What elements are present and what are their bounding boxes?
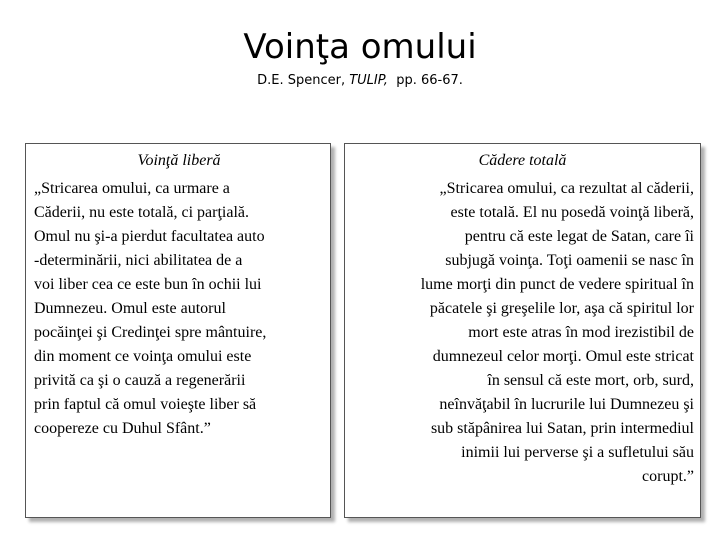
free-will-line: „Stricarea omului, ca urmare a bbox=[34, 180, 230, 197]
total-fall-line: lume morţi din punct de vedere spiritual în bbox=[420, 276, 694, 293]
free-will-line: din moment ce voinţa omului este bbox=[34, 348, 252, 365]
free-will-line: voi liber cea ce este bun în ochii lui bbox=[34, 276, 262, 293]
total-fall-line: „Stricarea omului, ca rezultat al căderii, bbox=[439, 180, 694, 197]
free-will-line: coopereze cu Duhul Sfânt.” bbox=[34, 420, 211, 437]
total-fall-line: dumnezeul celor morţi. Omul este stricat bbox=[432, 348, 694, 365]
total-fall-line: mort este atras în mod irezistibil de bbox=[468, 324, 694, 341]
total-fall-column bbox=[344, 143, 701, 518]
total-fall-line: pentru că este legat de Satan, care îi bbox=[464, 228, 694, 245]
total-fall-line: inimii lui perverse şi a sufletului său bbox=[461, 444, 694, 461]
free-will-line: privită ca şi o cauză a regenerării bbox=[34, 372, 246, 389]
free-will-line: -determinării, nici abilitatea de a bbox=[34, 252, 243, 269]
total-fall-line: păcatele şi greşelile lor, aşa că spiritul lor bbox=[429, 300, 694, 317]
total-fall-line: subjugă voinţa. Toţi oamenii se nasc în bbox=[445, 252, 694, 269]
subtitle-pages: pp. 66-67. bbox=[387, 73, 463, 88]
total-fall-line: sub stăpânirea lui Satan, prin intermediul bbox=[430, 420, 694, 437]
slide-title: Voinţa omului bbox=[243, 27, 477, 67]
free-will-line: prin faptul că omul voieşte liber să bbox=[34, 396, 257, 413]
free-will-heading: Voinţă liberă bbox=[137, 152, 221, 169]
subtitle-author: D.E. Spencer, bbox=[257, 73, 350, 88]
free-will-line: Dumnezeu. Omul este autorul bbox=[34, 300, 226, 317]
total-fall-line: în sensul că este mort, orb, surd, bbox=[487, 372, 694, 389]
free-will-column bbox=[25, 143, 331, 518]
total-fall-line: corupt.” bbox=[642, 468, 694, 485]
free-will-text bbox=[34, 177, 324, 441]
total-fall-heading: Cădere totală bbox=[478, 152, 567, 169]
slide-subtitle bbox=[0, 71, 720, 91]
total-fall-line: este totală. El nu posedă voinţă liberă, bbox=[450, 204, 694, 221]
free-will-line: Omul nu şi-a pierdut facultatea auto bbox=[34, 228, 265, 245]
subtitle-work: TULIP, bbox=[349, 73, 388, 88]
total-fall-line: neînvăţabil în lucrurile lui Dumnezeu şi bbox=[439, 396, 694, 413]
free-will-line: pocăinţei şi Credinţei spre mântuire, bbox=[34, 324, 267, 341]
total-fall-text bbox=[351, 177, 694, 489]
free-will-line: Căderii, nu este totală, ci parţială. bbox=[34, 204, 250, 221]
